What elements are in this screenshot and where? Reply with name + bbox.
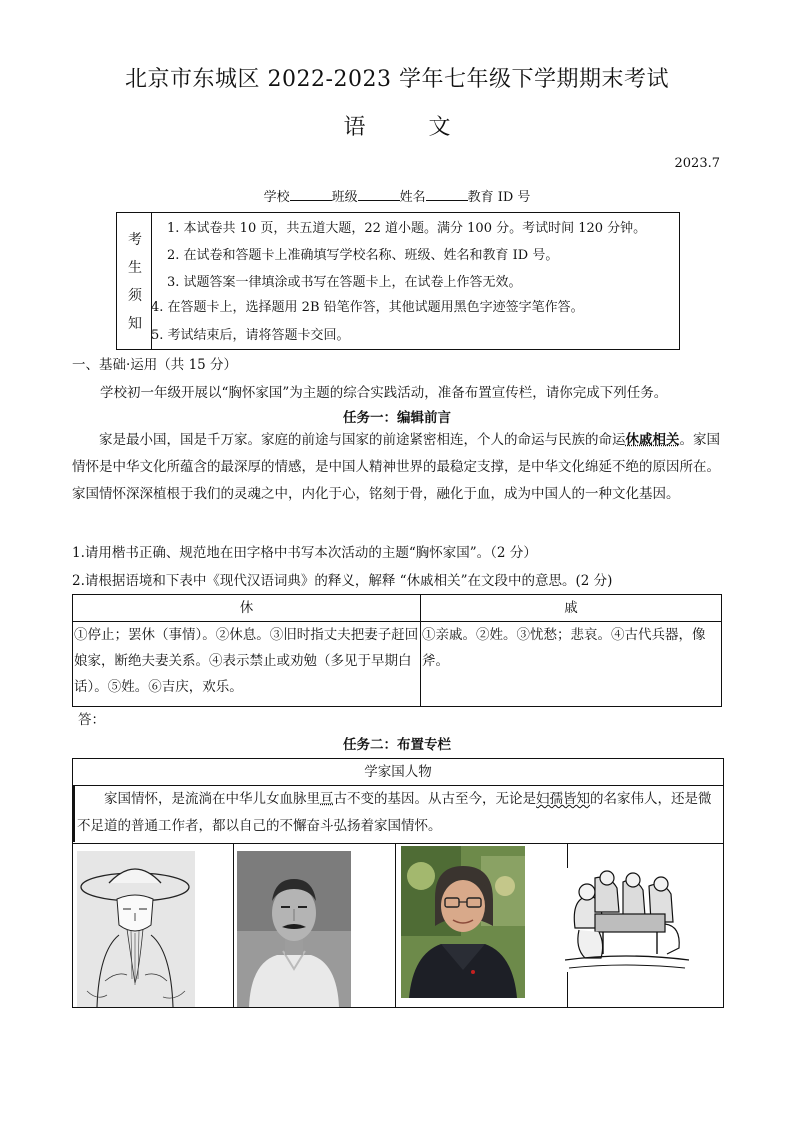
people-column-table	[72, 758, 724, 1008]
portrait-cell	[395, 844, 568, 1008]
class-blank	[358, 188, 400, 201]
notice-item: 2. 在试卷和答题卡上准确填写学校名称、班级、姓名和教育 ID 号。	[167, 248, 559, 263]
woman-teacher-photo	[401, 846, 525, 998]
task2-title: 任务二：布置专栏	[343, 737, 451, 753]
notice-item: 5. 考试结束后，请将答题卡交回。	[151, 328, 350, 343]
marked-char: 亘	[320, 791, 334, 807]
school-label: 学校	[263, 190, 290, 205]
subject-title	[0, 110, 794, 141]
intro-text: 古不变的基因。从古至今，无论是	[333, 791, 536, 807]
definition-qi: ①亲戚。②姓。③忧愁；悲哀。④古代兵器，像斧。	[421, 622, 722, 707]
passage-text: 家是最小国，国是千万家。家庭的前途与国家的前途紧密相连，个人的命运与民族的命运	[99, 432, 626, 448]
section-heading: 一、基础·运用（共 15 分）	[72, 357, 238, 373]
portrait-cell	[233, 844, 396, 1008]
section-intro: 学校初一年级开展以“胸怀家国”为主题的综合实践活动，准备布置宣传栏，请你完成下列任务。	[100, 385, 668, 401]
class-label: 班级	[331, 190, 358, 205]
exam-date: 2023.7	[674, 156, 720, 171]
dictionary-table	[72, 594, 722, 707]
name-blank	[426, 188, 468, 201]
table-header-qi: 戚	[421, 595, 722, 622]
portrait-cell	[567, 844, 723, 1008]
school-blank	[290, 188, 332, 201]
portrait-cell	[73, 844, 234, 1008]
intro-text: 家国情怀，是流淌在中华儿女血脉里	[104, 791, 320, 807]
notice-label-char: 生	[128, 260, 142, 276]
name-label: 姓名	[399, 190, 426, 205]
question-1: 1.请用楷书正确、规范地在田字格中书写本次活动的主题“胸怀家国”。（2 分）	[72, 545, 537, 561]
intro-text: 的名家伟人，还是微不足道的普通工作者，都以自己的不懈奋斗弘扬着家国情怀。	[77, 791, 712, 834]
passage-text: 。家国情怀是中华文化所蕴含的最深厚的情感，是中国人精神世界的最稳定支撑，是中华文化绵延不绝的原因所在。家国情怀深深植根于我们的灵魂之中，内化于心，铭刻于骨，融化于血，成为中国人的一种文化基因。	[72, 432, 720, 502]
task1-title: 任务一：编辑前言	[343, 410, 451, 426]
notice-label-char: 须	[128, 288, 142, 304]
marked-idiom: 休戚相关	[625, 432, 680, 448]
subject-char-2: 文	[428, 115, 451, 140]
portrait-row	[73, 843, 723, 1008]
notice-item: 4. 在答题卡上，选择题用 2B 铅笔作答，其他试题用黑色字迹签字笔作答。	[151, 300, 584, 315]
moustache-man-photo	[237, 851, 351, 1007]
question-2: 2.请根据语境和下表中《现代汉语词典》的释义，解释 “休戚相关”在文段中的意思。(2 分)	[72, 573, 613, 589]
people-table-header: 学家国人物	[73, 759, 723, 786]
student-info-line	[0, 186, 794, 205]
ancient-scholar-sketch	[77, 851, 195, 1007]
notice-label-char: 知	[128, 316, 142, 332]
id-label: 教育 ID 号	[467, 190, 531, 205]
marked-idiom: 妇孺皆知	[536, 791, 590, 807]
exam-title: 北京市东城区 2022-2023 学年七年级下学期期末考试	[125, 67, 669, 92]
notice-item: 1. 本试卷共 10 页，共五道大题，22 道小题。满分 100 分。考试时间 120 分钟。	[167, 221, 647, 236]
definition-xiu: ①停止；罢休（事情）。②休息。③旧时指丈夫把妻子赶回娘家，断绝夫妻关系。④表示禁止或劝勉（多见于早期白话）。⑤姓。⑥吉庆，欢乐。	[73, 622, 421, 707]
medical-workers-sketch	[565, 868, 689, 972]
subject-char-1: 语	[343, 115, 366, 140]
notice-label-column	[117, 213, 152, 349]
exam-notice-box	[116, 212, 680, 350]
notice-label-char: 考	[128, 232, 142, 248]
answer-label: 答：	[78, 712, 105, 728]
table-header-xiu: 休	[73, 595, 421, 622]
preface-passage	[72, 427, 724, 508]
notice-item: 3. 试题答案一律填涂或书写在答题卡上，在试卷上作答无效。	[167, 275, 522, 290]
people-intro-text	[73, 786, 723, 842]
